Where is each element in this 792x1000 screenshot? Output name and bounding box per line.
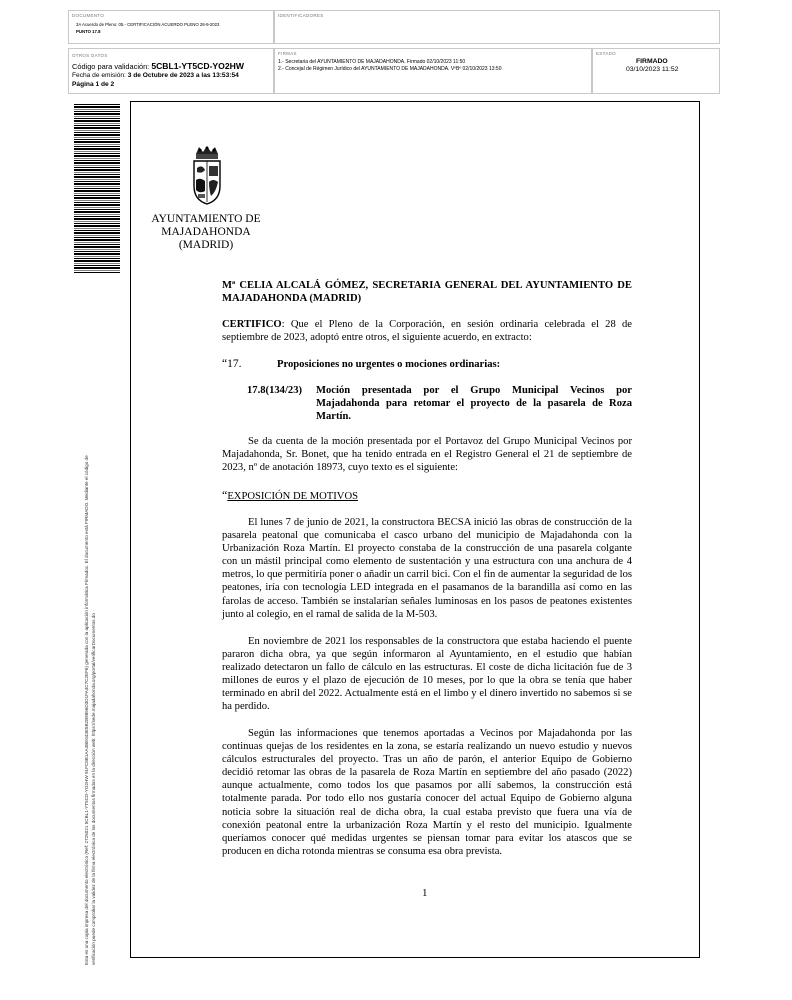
side-legend-line2: verificación puede comprobar la validez de la firma electrónica de los documentos firmados en la dirección web: https://sede.majadahonda.org/portal/verificarDocumentos.do [91,613,96,965]
sub-title: Moción presentada por el Grupo Municipal Vecinos por Majadahonda para retomar el proyecto de la pasarela de Roza Martín. [316,385,632,423]
estado-value: FIRMADO [636,58,668,65]
fecha-emision [72,72,239,79]
codigo-validacion [72,61,244,71]
certifico-label: CERTIFICO [222,319,282,330]
exposicion-heading [222,489,358,503]
item-title: Proposiciones no urgentes o mociones ordinarias: [277,359,501,370]
otros-datos-label: OTROS DATOS [72,53,108,58]
exposicion-quote: “ [222,488,228,502]
documento-line2: PUNTO 17.8 [76,29,101,34]
intro-paragraph: Se da cuenta de la moción presentada por el Portavoz del Grupo Municipal Vecinos por Majadahonda, Sr. Bonet, que ha tenido entrada en el Registro General el 21 de septiembre de 2023, nº de anotación 18973, cuyo texto es el siguiente: [222,436,632,474]
codigo-value: 5CBL1-YT5CD-YO2HW [151,61,244,71]
firma-1: 1.- Secretaria del AYUNTAMIENTO DE MAJADAHONDA. Firmado 02/10/2023 11:50 [278,59,466,65]
estado-label: ESTADO [596,51,616,56]
paragraph-1: El lunes 7 de junio de 2021, la constructora BECSA inició las obras de construcción de la pasarela peatonal que comunicaba el casco urbano del municipio de Majadahonda con la Urbanización Roza Martín. El proyecto constaba de la construcción de una pasarela colgante con un mástil principal como elemento de sustentación y una estructura con una anchura de 4 metros, lo que permitiría poner o añadir un carril bici. Con el fin de aumentar la seguridad de los peatones, iría con tecnología LED integrada en el pasamanos de la barandilla así como en las farolas de acceso. También se instalarían señales luminosas en los pasos de peatones existentes junto al colegio, en el ramal de salida de la M-503. [222,517,632,620]
fecha-prefix: Fecha de emisión: [72,72,126,79]
paragraph-2: En noviembre de 2021 los responsables de la constructora que estaba haciendo el puente pararon dicha obra, ya que según informaron al Ayuntamiento, en el estudio que habían realizado detectaron un fallo de cálculo en las estructuras. El coste de dicha licitación fue de 3 millones de euros y el plazo de ejecución de 10 meses, por lo que la obra se tenía que haber terminado en abril del 2022. Actualmente está en el limbo y el dinero invertido no sabemos si se ha perdido. [222,636,632,713]
document-title: Mª CELIA ALCALÁ GÓMEZ, SECRETARIA GENERAL DEL AYUNTAMIENTO DE MAJADAHONDA (MADRID) [222,280,632,305]
identificadores-box [274,10,720,44]
letterhead-line1: AYUNTAMIENTO DE [151,213,261,225]
coat-of-arms-icon [190,144,224,206]
letterhead-line2: MAJADAHONDA [161,226,251,238]
certifico-paragraph [222,318,632,344]
side-legend-line1: Esta es una copia impresa del documento electrónico (Ref: 2725021 5CBL1-YT5CD-YO2HW 91FC8B1AA4BE043E5B2B9856D3D1FA4C7C2EF6) generada con la aplicación informática Firmadoc. El documento está FIRMADO. Mediante el código de [84,455,89,965]
letterhead-line3: (MADRID) [178,239,234,251]
identificadores-label: IDENTIFICADORES [278,13,324,18]
page-number: 1 [422,887,428,899]
paragraph-3: Según las informaciones que tenemos aportadas a Vecinos por Majadahonda por las continuas quejas de los residentes en la zona, se estaría realizando un nuevo estudio y nuevos cálculos estructurales del proyecto. Tras un año de parón, el anterior Equipo de Gobierno decidió retomar las obras de la pasarela de Roza Martín en septiembre del año pasado (2022) aunque actualmente, como todos los que pasamos por allí sabemos, la construcción está totalmente parada. Por todo ello nos gustaría conocer del actual Equipo de Gobierno alguna noticia sobre la situación real de dicha obra, la cual estaba previsto que fuera una vía de conexión peatonal entre la urbanización Roza Martín y el resto del municipio. Igualmente queríamos conocer qué medidas urgentes se piensan tomar para evitar los atascos que se producen en dicha rotonda mientras se consuma esa obra prevista. [222,728,632,857]
letterhead [146,213,266,252]
pagina-indicator: Página 1 de 2 [72,81,115,88]
sub-number: 17.8(134/23) [247,385,303,396]
fecha-value: 3 de Octubre de 2023 a las 13:53:54 [127,72,239,79]
certifico-text: : Que el Pleno de la Corporación, en sesión ordinaria celebrada el 28 de septiembre de 2023, adoptó entre otros, el siguiente acuerdo, en extracto: [222,319,632,344]
codigo-prefix: Código para validación: [72,62,150,71]
documento-label: DOCUMENTO [72,13,105,18]
item-quote: “17. [222,358,242,370]
documento-line1: 3A Acuerdo de Pleno: 05.- CERTIFICACIÓN ACUERDO PLENO 28-9-2023 [76,22,220,27]
exposicion-text: EXPOSICIÓN DE MOTIVOS [227,491,358,502]
estado-fecha: 03/10/2023 11:52 [626,66,679,73]
barcode [74,104,120,274]
firmas-label: FIRMAS [278,51,297,56]
firma-2: 2.- Concejal de Régimen Jurídico del AYUNTAMIENTO DE MAJADAHONDA. VºBº 02/10/2023 13:50 [278,66,502,72]
